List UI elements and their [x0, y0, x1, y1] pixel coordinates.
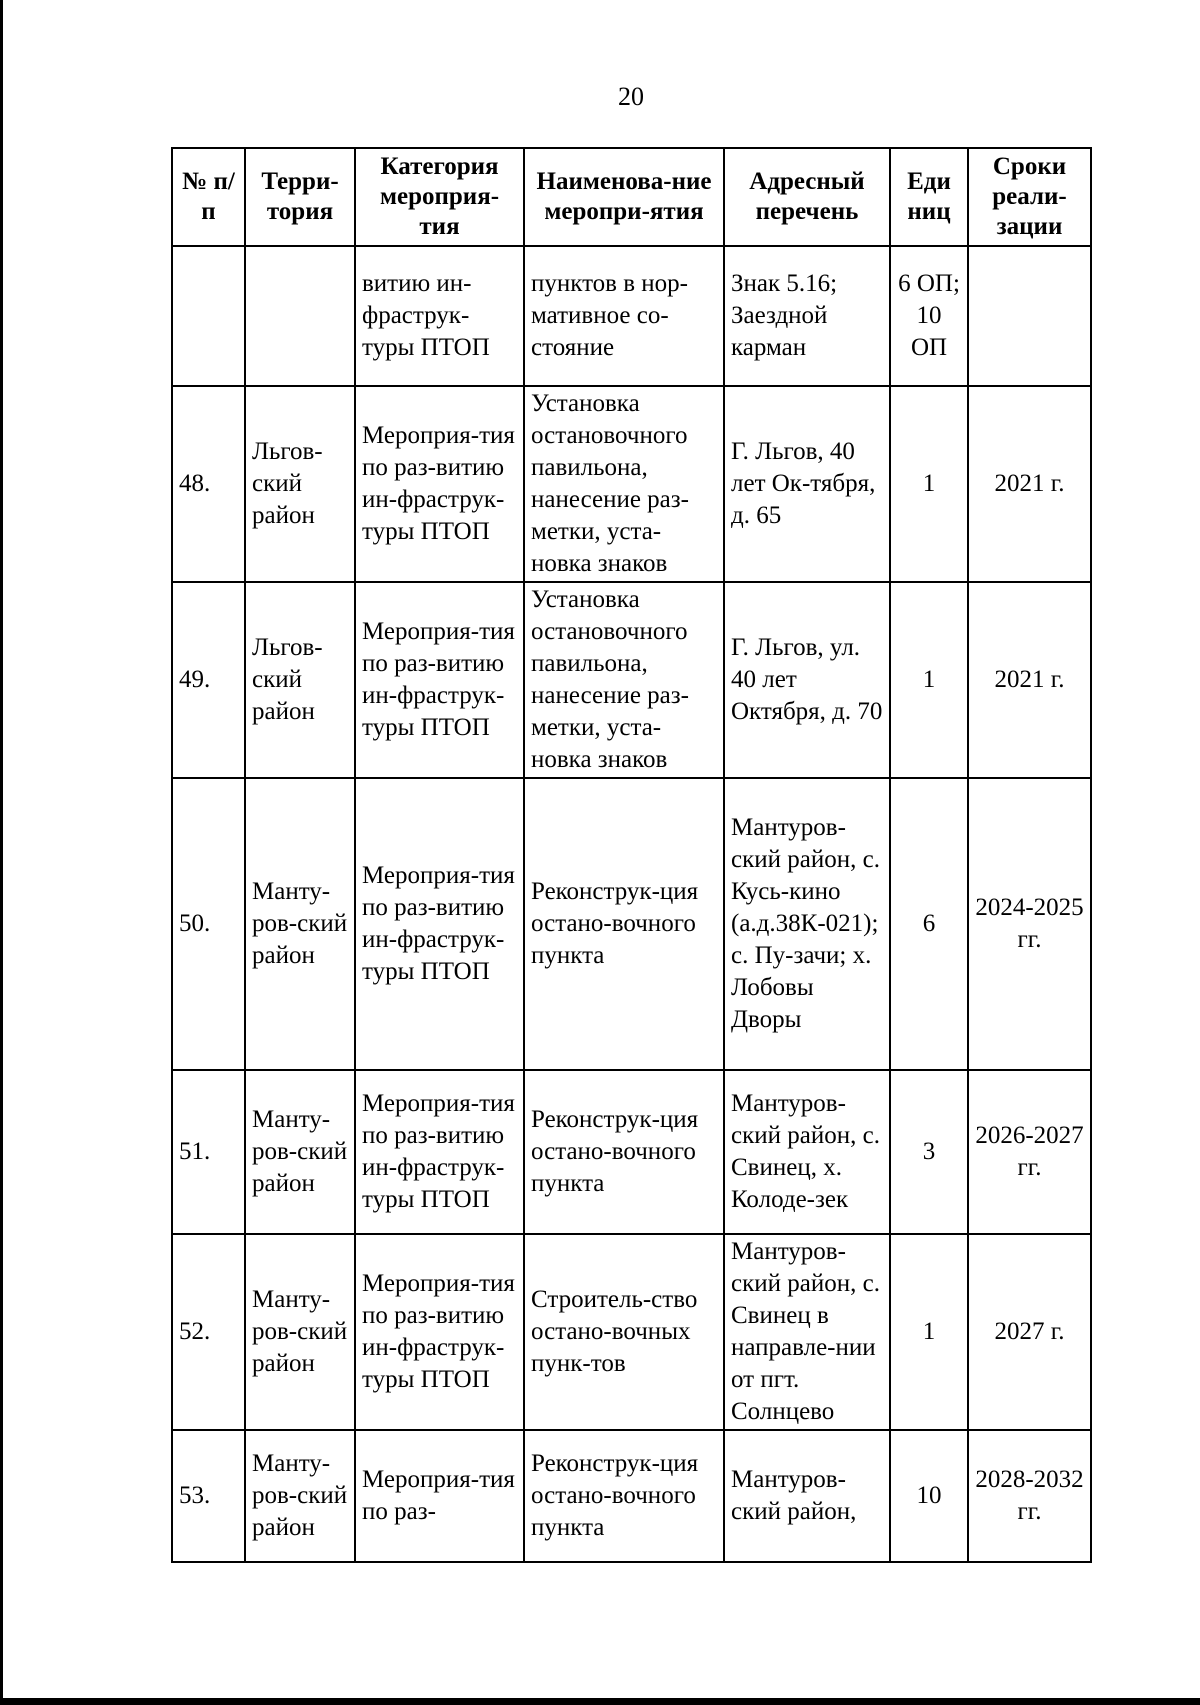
cell-units: 6 — [890, 778, 968, 1070]
cell-units: 1 — [890, 582, 968, 778]
cell-event-name: пунктов в нор-мативное со-стояние — [524, 246, 724, 386]
cell-event-name: Строитель-ство остано-вочных пунк-тов — [524, 1234, 724, 1430]
header-event-name: Наименова-ние меропри-ятия — [524, 148, 724, 246]
cell-event-name: Реконструк-ция остано-вочного пункта — [524, 778, 724, 1070]
left-scan-edge — [0, 0, 3, 1705]
cell-units: 10 — [890, 1430, 968, 1562]
cell-category: витию ин-фраструк-туры ПТОП — [355, 246, 524, 386]
cell-event-name: Реконструк-ция остано-вочного пункта — [524, 1430, 724, 1562]
cell-address: Мантуров-ский район, — [724, 1430, 890, 1562]
cell-period — [968, 246, 1091, 386]
header-row — [172, 148, 1091, 246]
cell-address: Знак 5.16; Заездной карман — [724, 246, 890, 386]
cell-number: 49. — [172, 582, 245, 778]
cell-period: 2026-2027 гг. — [968, 1070, 1091, 1234]
cell-event-name: Установка остановочного павильона, нанесение раз-метки, уста-новка знаков — [524, 582, 724, 778]
header-number: № п/п — [172, 148, 245, 246]
cell-period: 2021 г. — [968, 386, 1091, 582]
cell-period: 2021 г. — [968, 582, 1091, 778]
continuation-row — [172, 246, 1091, 386]
cell-category: Мероприя-тия по раз-витию ин-фраструк-туры ПТОП — [355, 582, 524, 778]
cell-category: Мероприя-тия по раз- — [355, 1430, 524, 1562]
cell-category: Мероприя-тия по раз-витию ин-фраструк-туры ПТОП — [355, 1070, 524, 1234]
table-row — [172, 1430, 1091, 1562]
cell-address: Г. Льгов, ул. 40 лет Октября, д. 70 — [724, 582, 890, 778]
header-period: Сроки реали-зации — [968, 148, 1091, 246]
cell-number: 48. — [172, 386, 245, 582]
cell-address: Мантуров-ский район, с. Свинец в направле-нии от пгт. Солнцево — [724, 1234, 890, 1430]
cell-territory: Манту-ров-ский район — [245, 778, 355, 1070]
cell-number: 51. — [172, 1070, 245, 1234]
cell-event-name: Реконструк-ция остано-вочного пункта — [524, 1070, 724, 1234]
cell-category: Мероприя-тия по раз-витию ин-фраструк-туры ПТОП — [355, 386, 524, 582]
cell-territory — [245, 246, 355, 386]
cell-territory: Манту-ров-ский район — [245, 1430, 355, 1562]
cell-territory: Льгов-ский район — [245, 386, 355, 582]
cell-category: Мероприя-тия по раз-витию ин-фраструк-туры ПТОП — [355, 1234, 524, 1430]
cell-units: 6 ОП; 10 ОП — [890, 246, 968, 386]
header-address: Адресный перечень — [724, 148, 890, 246]
header-category: Категория мероприя-тия — [355, 148, 524, 246]
table-row — [172, 778, 1091, 1070]
table-row — [172, 1070, 1091, 1234]
cell-address: Мантуров-ский район, с. Свинец, х. Колоде-зек — [724, 1070, 890, 1234]
cell-period: 2027 г. — [968, 1234, 1091, 1430]
cell-category: Мероприя-тия по раз-витию ин-фраструк-туры ПТОП — [355, 778, 524, 1070]
cell-units: 1 — [890, 386, 968, 582]
cell-number: 53. — [172, 1430, 245, 1562]
cell-address: Мантуров-ский район, с. Кусь-кино (а.д.38К-021); с. Пу-зачи; х. Лобовы Дворы — [724, 778, 890, 1070]
cell-territory: Манту-ров-ский район — [245, 1070, 355, 1234]
header-territory: Терри-тория — [245, 148, 355, 246]
header-units: Еди ниц — [890, 148, 968, 246]
bottom-scan-edge — [0, 1698, 1200, 1705]
cell-territory: Льгов-ский район — [245, 582, 355, 778]
cell-number: 52. — [172, 1234, 245, 1430]
cell-units: 1 — [890, 1234, 968, 1430]
cell-number: 50. — [172, 778, 245, 1070]
cell-period: 2024-2025 гг. — [968, 778, 1091, 1070]
table-row — [172, 386, 1091, 582]
cell-period: 2028-2032 гг. — [968, 1430, 1091, 1562]
table-row — [172, 582, 1091, 778]
page-number: 20 — [618, 82, 644, 111]
table-row — [172, 1234, 1091, 1430]
cell-event-name: Установка остановочного павильона, нанесение раз-метки, уста-новка знаков — [524, 386, 724, 582]
cell-address: Г. Льгов, 40 лет Ок-тября, д. 65 — [724, 386, 890, 582]
cell-number — [172, 246, 245, 386]
cell-territory: Манту-ров-ский район — [245, 1234, 355, 1430]
cell-units: 3 — [890, 1070, 968, 1234]
events-table — [171, 147, 1092, 1563]
